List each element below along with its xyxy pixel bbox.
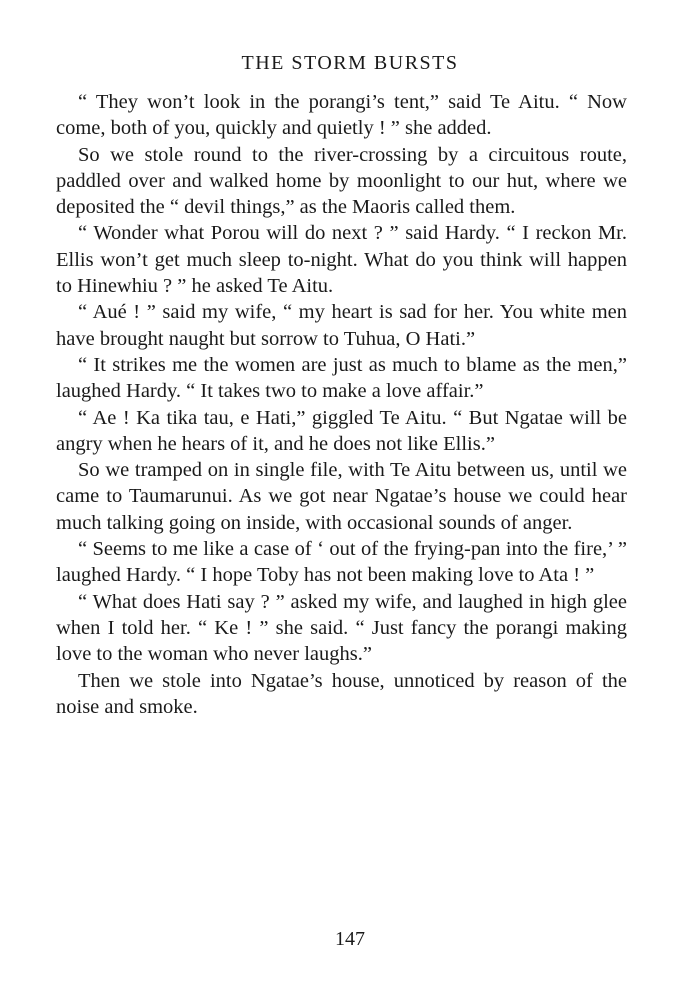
paragraph: “ Aué ! ” said my wife, “ my heart is sad for her. You white men have brought naught but sorrow to Tuhua, O Hati.” xyxy=(56,301,627,350)
paragraph: So we stole round to the river-crossing by a circuitous route, paddled over and walked home by moonlight to our hut, where we deposited the “ devil things,” as the Maoris called them. xyxy=(56,143,627,219)
paragraph: “ What does Hati say ? ” asked my wife, and laughed in high glee when I told her. “ Ke ! ” she said. “ Just fancy the porangi making love to the woman who never laughs.” xyxy=(56,590,627,666)
paragraph: “ They won’t look in the porangi’s tent,” said Te Aitu. “ Now come, both of you, quickly and quietly ! ” she added. xyxy=(56,91,627,140)
paragraph: Then we stole into Ngatae’s house, unnoticed by reason of the noise and smoke. xyxy=(56,669,627,718)
paragraph: “ It strikes me the women are just as much to blame as the men,” laughed Hardy. “ It takes two to make a love affair.” xyxy=(56,353,627,403)
body-text xyxy=(56,89,627,720)
paragraph: “ Wonder what Porou will do next ? ” said Hardy. “ I reckon Mr. Ellis won’t get much sleep to-night. What do you think will happen to Hinewhiu ? ” he asked Te Aitu. xyxy=(56,222,627,298)
running-head: THE STORM BURSTS xyxy=(241,52,459,74)
paragraph: So we tramped on in single file, with Te Aitu between us, until we came to Taumarunui. As we got near Ngatae’s house we could hear much talking going on inside, with occasional sounds of anger. xyxy=(56,459,627,534)
paragraph: “ Ae ! Ka tika tau, e Hati,” giggled Te Aitu. “ But Ngatae will be angry when he hears of it, and he does not like Ellis.” xyxy=(56,406,627,455)
paragraph: “ Seems to me like a case of ‘ out of the frying-pan into the fire,’ ” laughed Hardy. “ I hope Toby has not been making love to Ata ! ” xyxy=(56,538,627,587)
page-number: 147 xyxy=(335,928,365,950)
